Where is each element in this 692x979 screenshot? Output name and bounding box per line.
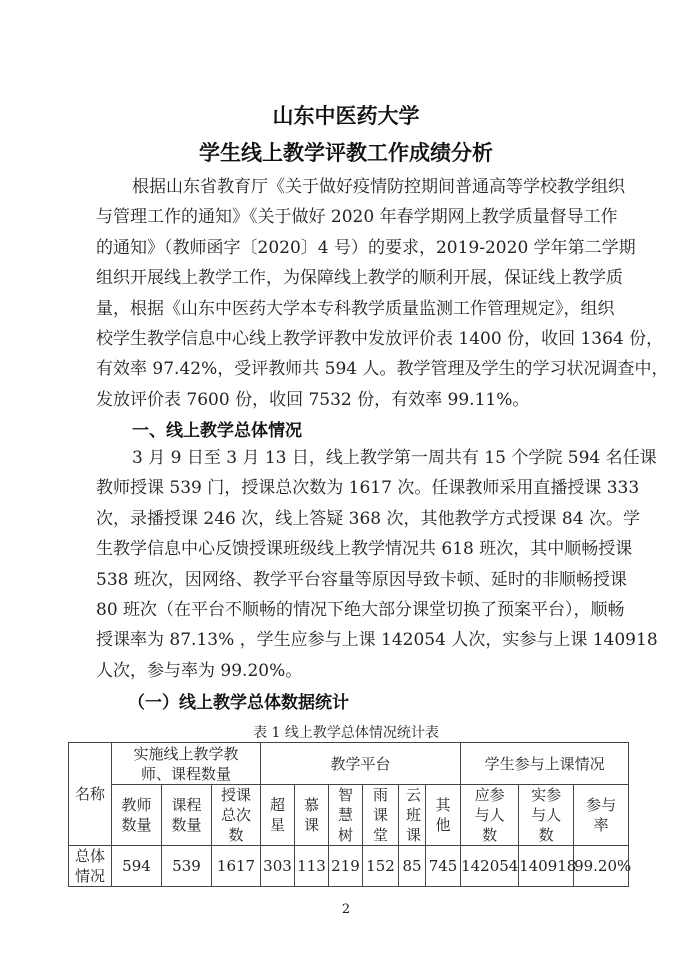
table-cell: 219: [329, 846, 363, 887]
column-header: 智慧树: [329, 785, 363, 846]
text-line: 次，录播授课 246 次，线上答疑 368 次，其他教学方式授课 84 次。学: [96, 508, 640, 529]
table-cell: 140918: [519, 846, 574, 887]
table-cell: 594: [112, 846, 162, 887]
text-line: 发放评价表 7600 份，收回 7532 份，有效率 99.11%。: [96, 389, 530, 410]
column-header: 超星: [261, 785, 295, 846]
group-header-students: 学生参与上课情况: [461, 743, 629, 785]
column-header: 课程数量: [162, 785, 212, 846]
intro-paragraph: [96, 172, 669, 415]
text-line: 组织开展线上教学工作，为保障线上教学的顺利开展，保证线上教学质: [96, 268, 623, 289]
group-header-platforms: 教学平台: [261, 743, 461, 785]
text-line: 与管理工作的通知》《关于做好 2020 年春学期网上教学质量督导工作: [96, 207, 618, 228]
text-line: 生教学信息中心反馈授课班级线上教学情况共 618 班次，其中顺畅授课: [96, 539, 633, 560]
table-cell: 303: [261, 846, 295, 887]
document-title: 山东中医药大学: [272, 104, 420, 128]
statistics-table: [68, 742, 632, 887]
text-line: 人次，参与率为 99.20%。: [96, 660, 303, 681]
text-line: 授课率为 87.13% ，学生应参与上课 142054 人次，实参与上课 140918: [96, 630, 658, 651]
column-header: 应参与人数: [461, 785, 519, 846]
column-header: 雨课堂: [363, 785, 399, 846]
column-header: 其他: [426, 785, 461, 846]
name-header: 名称: [69, 743, 112, 846]
document-subtitle: 学生线上教学评教工作成绩分析: [199, 141, 493, 165]
text-line: 538 班次，因网络、教学平台容量等原因导致卡顿、延时的非顺畅授课: [96, 569, 627, 590]
table-cell: 99.20%: [574, 846, 629, 887]
column-header: 教师数量: [112, 785, 162, 846]
column-header: 慕课: [295, 785, 329, 846]
text-line: 80 班次（在平台不顺畅的情况下绝大部分课堂切换了预案平台），顺畅: [96, 599, 625, 620]
column-header: 授课总次数: [212, 785, 261, 846]
group-header-teachers: 实施线上教学教师、课程数量: [112, 743, 261, 785]
table-cell: 152: [363, 846, 399, 887]
page-number: 2: [341, 902, 351, 917]
row-label: 总体情况: [69, 846, 112, 887]
table-cell: 539: [162, 846, 212, 887]
section-heading: 一、线上教学总体情况: [132, 421, 302, 441]
column-header: 实参与人数: [519, 785, 574, 846]
column-header: 参与率: [574, 785, 629, 846]
table-cell: 142054: [461, 846, 519, 887]
text-line: 3 月 9 日至 3 月 13 日，线上教学第一周共有 15 个学院 594 名任课: [132, 448, 657, 468]
table-caption: 表 1 线上教学总体情况统计表: [253, 725, 439, 741]
table-cell: 113: [295, 846, 329, 887]
text-line: 的通知》（教师函字〔2020〕4 号）的要求，2019-2020 学年第二学期: [96, 237, 636, 258]
column-header: 云班课: [399, 785, 426, 846]
subsection-heading: （一）线上教学总体数据统计: [128, 693, 349, 713]
table-cell: 85: [399, 846, 426, 887]
table-cell: 1617: [212, 846, 261, 887]
table-cell: 745: [426, 846, 461, 887]
text-line: 量，根据《山东中医药大学本专科教学质量监测工作管理规定》，组织: [96, 298, 615, 319]
text-line: 有效率 97.42%，受评教师共 594 人。教学管理及学生的学习状况调查中，: [96, 359, 669, 380]
section-paragraph: [96, 443, 658, 686]
text-line: 根据山东省教育厅《关于做好疫情防控期间普通高等学校教学组织: [132, 177, 625, 197]
text-line: 教师授课 539 门，授课总次数为 1617 次。任课教师采用直播授课 333: [96, 478, 640, 499]
text-line: 校学生教学信息中心线上教学评教中发放评价表 1400 份，收回 1364 份，: [96, 328, 664, 349]
